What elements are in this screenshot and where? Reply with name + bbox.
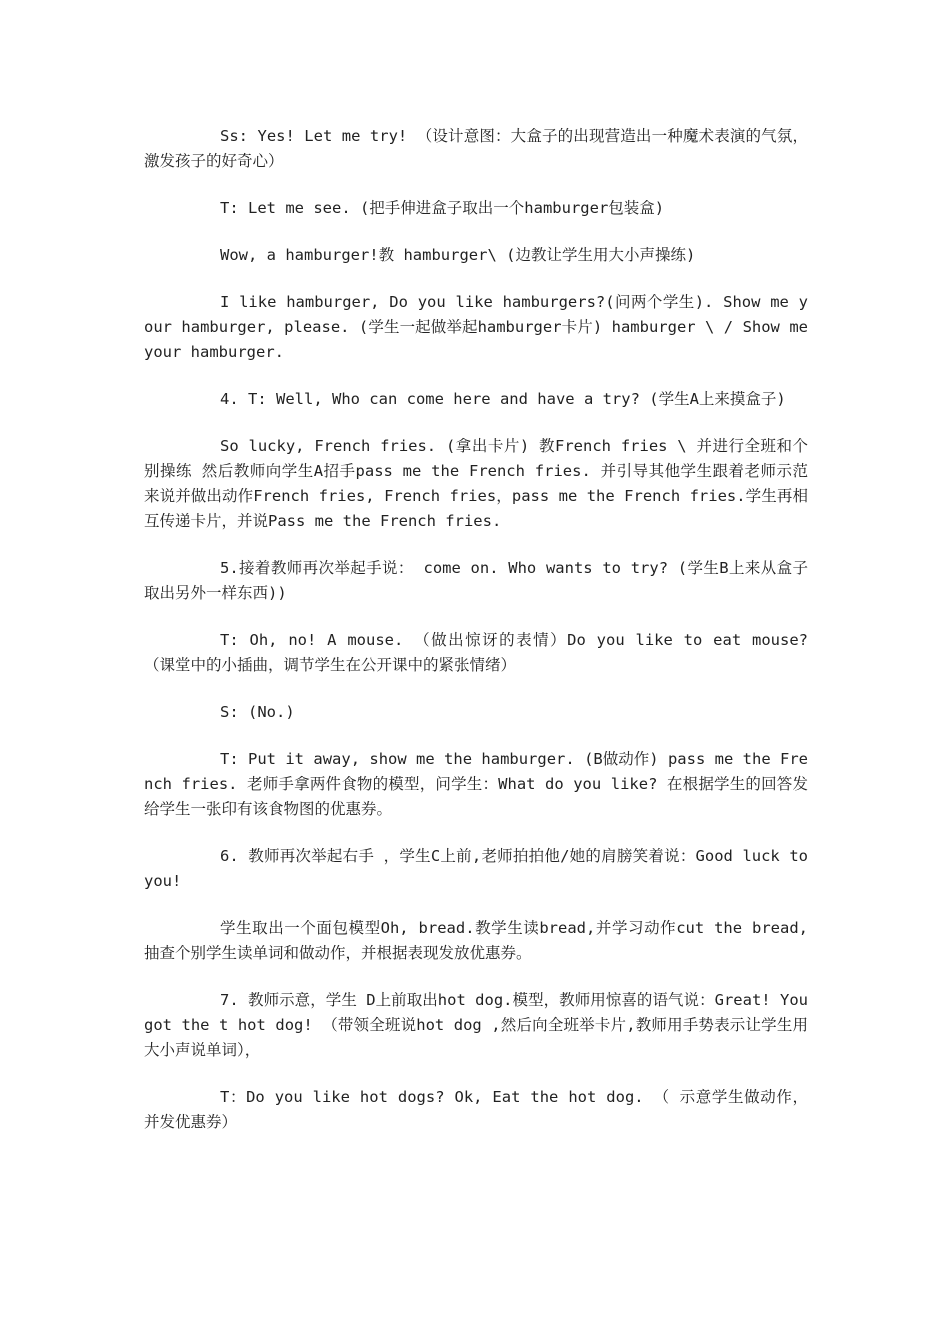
paragraph: 7. 教师示意，学生 D上前取出hot dog.模型，教师用惊喜的语气说：Great! You got the t hot dog! （带领全班说hot dog ,然后向全班举卡片,教师用手势表示让学生用大小声说单词），: [144, 991, 808, 1059]
paragraph: T: Put it away, show me the hamburger. (B做动作) pass me the French fries. 老师手拿两件食物的模型，问学生：What do you like? 在根据学生的回答发给学生一张印有该食物图的优惠券。: [144, 750, 808, 818]
paragraph: I like hamburger, Do you like hamburgers?(问两个学生). Show me your hamburger, please. (学生一起做举起hamburger卡片) hamburger \ / Show me your hamburger.: [144, 293, 808, 361]
document-body: [144, 124, 808, 1157]
paragraph: T: Oh, no! A mouse. （做出惊讶的表情）Do you like to eat mouse?（课堂中的小插曲，调节学生在公开课中的紧张情绪）: [144, 631, 808, 674]
paragraph: S: (No.): [220, 703, 295, 721]
paragraph: T：Do you like hot dogs? Ok, Eat the hot dog. （ 示意学生做动作，并发优惠券）: [144, 1088, 808, 1131]
paragraph: 学生取出一个面包模型Oh, bread.教学生读bread,并学习动作cut the bread,抽查个别学生读单词和做动作，并根据表现发放优惠券。: [144, 919, 808, 962]
paragraph: 4. T: Well, Who can come here and have a try? (学生A上来摸盒子): [220, 390, 786, 408]
paragraph: Ss: Yes! Let me try! （设计意图：大盒子的出现营造出一种魔术表演的气氛，激发孩子的好奇心）: [144, 127, 808, 170]
paragraph: Wow, a hamburger!教 hamburger\ (边教让学生用大小声操练): [220, 246, 696, 264]
paragraph: T: Let me see. (把手伸进盒子取出一个hamburger包装盒): [220, 199, 665, 217]
paragraph: So lucky, French fries. (拿出卡片) 教French fries \ 并进行全班和个别操练 然后教师向学生A招手pass me the French fries. 并引导其他学生跟着老师示范来说并做出动作French fries, French fries，pass me the French fries.学生再相互传递卡片，并说Pass me the French fries.: [144, 437, 808, 530]
paragraph: 5.接着教师再次举起手说： come on. Who wants to try? (学生B上来从盒子取出另外一样东西)): [144, 559, 808, 602]
paragraph: 6. 教师再次举起右手 ，学生C上前,老师拍拍他/她的肩膀笑着说：Good luck to you!: [144, 847, 808, 890]
